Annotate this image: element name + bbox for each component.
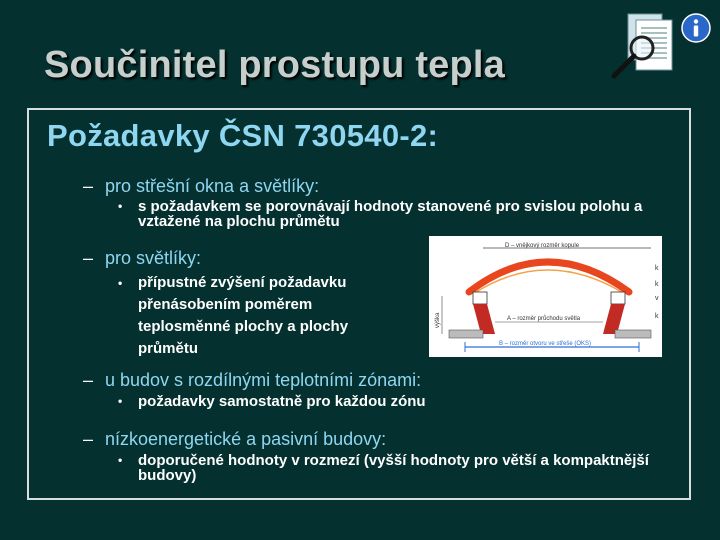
sub-item-text: doporučené hodnoty v rozmezí (vyšší hodnoty pro větší a kompaktnější budovy) bbox=[138, 452, 649, 484]
figure-right-label: k bbox=[655, 313, 659, 320]
list-item-label: pro střešní okna a světlíky: bbox=[105, 176, 320, 196]
sub-item-text: přípustné zvýšení požadavku přenásobením poměrem teplosměnné plochy a plochy průmětu bbox=[138, 274, 349, 357]
figure-right-label: v bbox=[655, 295, 659, 302]
bullet-marker: • bbox=[118, 199, 123, 213]
list-item-low-energy bbox=[83, 429, 386, 450]
figure-right-label: k bbox=[655, 281, 659, 288]
dash-marker: – bbox=[83, 370, 94, 390]
list-item-skylights bbox=[83, 248, 201, 269]
figure-side-label: výška bbox=[435, 312, 441, 328]
sub-item bbox=[118, 272, 403, 360]
sub-item bbox=[118, 394, 678, 409]
section-heading: Požadavky ČSN 730540-2: bbox=[47, 118, 439, 153]
bullet-marker: • bbox=[118, 394, 123, 408]
list-item-roof-windows bbox=[83, 176, 319, 197]
dash-marker: – bbox=[83, 176, 94, 196]
skylight-diagram bbox=[429, 236, 662, 357]
sub-item-text: požadavky samostatně pro každou zónu bbox=[138, 393, 426, 410]
sub-item bbox=[118, 199, 678, 229]
dash-marker: – bbox=[83, 429, 94, 449]
slide-title: Součinitel prostupu tepla bbox=[44, 44, 506, 86]
list-item-label: pro světlíky: bbox=[105, 248, 202, 268]
skylight-diagram-drawing bbox=[429, 236, 662, 357]
figure-mid-label: A – rozměr průchodu světla bbox=[507, 316, 581, 322]
sub-item bbox=[118, 453, 658, 483]
list-item-label: nízkoenergetické a pasivní budovy: bbox=[105, 429, 387, 449]
list-item-label: u budov s rozdílnými teplotními zónami: bbox=[105, 370, 422, 390]
bullet-marker: • bbox=[118, 276, 123, 290]
document-magnifier-icon[interactable] bbox=[606, 12, 678, 82]
figure-top-label: D – vnějkový rozměr kopule bbox=[505, 243, 580, 249]
dash-marker: – bbox=[83, 248, 94, 268]
figure-right-label: k bbox=[655, 265, 659, 272]
bullet-marker: • bbox=[118, 453, 123, 467]
sub-item-text: s požadavkem se porovnávají hodnoty stanovené pro svislou polohu a vztažené na plochu průmětu bbox=[138, 198, 643, 230]
figure-bottom-label: B – rozměr otvoru ve střeše (OKS) bbox=[499, 341, 592, 347]
list-item-zones bbox=[83, 370, 421, 391]
info-icon[interactable] bbox=[681, 13, 711, 43]
